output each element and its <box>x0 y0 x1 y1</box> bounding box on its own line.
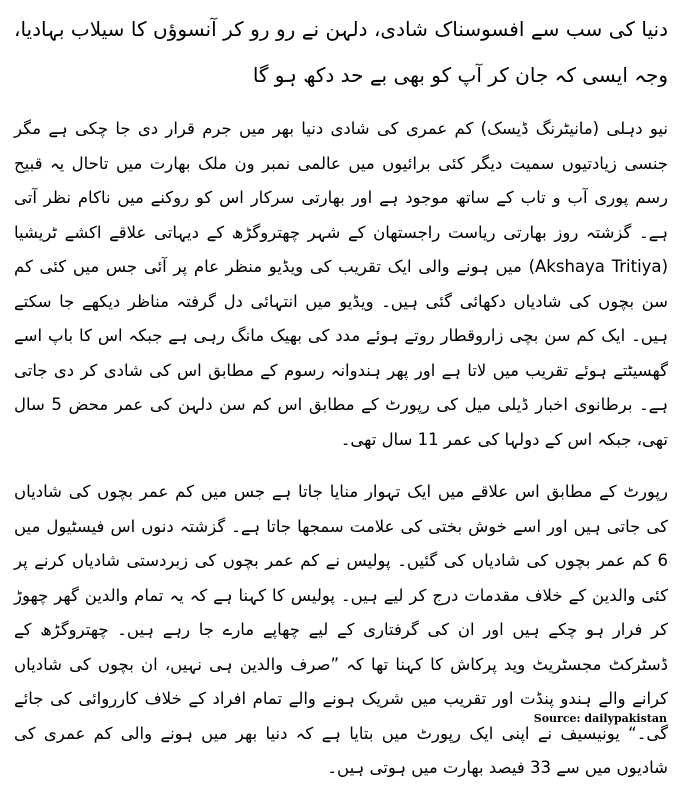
article-paragraph-2: رپورٹ کے مطابق اس علاقے میں ایک تہوار منایا جاتا ہے جس میں کم عمر بچوں کی شادیاں کی جاتی ہیں اور اسے خوش بختی کی علامت سمجھا جاتا ہے۔ گزشتہ دنوں اس فیسٹیول میں 6 کم عمر بچوں کی شادیاں کی گئیں۔ پولیس نے کم عمر بچوں کی زبردستی شادیاں کرنے پر کئی والدین کے خلاف مقدمات درج کر لیے ہیں۔ پولیس کا کہنا ہے کہ یہ تمام والدین گھر چھوڑ کر فرار ہو چکے ہیں اور ان کی گرفتاری کے لیے چھاپے مارے جا رہے ہیں۔ چھتروگڑھ کے ڈسٹرکٹ مجسٹریٹ وید پرکاش کا کہنا تھا کہ ”صرف والدین ہی نہیں، ان بچوں کی شادیاں کرانے والے ہندو پنڈت اور تقریب میں شریک ہونے والے تمام افراد کے خلاف کارروائی کی جائے گی۔“ یونیسیف نے اپنی ایک رپورٹ میں بتایا ہے کہ دنیا بھر میں ہونے والی کم عمری کی شادیوں میں سے 33 فیصد بھارت میں ہوتی ہیں۔ <box>14 482 668 777</box>
article-paragraph-1: نیو دہلی (مانیٹرنگ ڈیسک) کم عمری کی شادی دنیا بھر میں جرم قرار دی جا چکی ہے مگر جنسی زیادتیوں سمیت دیگر کئی برائیوں میں عالمی نمبر ون ملک بھارت میں تاحال یہ قبیح رسم پوری آب و تاب کے ساتھ موجود ہے اور بھارتی سرکار اس کو روکنے میں ناکام نظر آتی ہے۔ گزشتہ روز بھارتی ریاست راجستھان کے شہر چھتروگڑھ کے دیہاتی علاقے اکشے ٹریشیا (Akshaya Tritiya) میں ہونے والی ایک تقریب کی ویڈیو منظر عام پر آئی جس میں کئی کم سن بچوں کی شادیاں دکھائی گئی ہیں۔ ویڈیو میں انتہائی دل گرفتہ مناظر دیکھے جا سکتے ہیں۔ ایک کم سن بچی زاروقطار روتے ہوئے مدد کی بھیک مانگ رہی ہے جبکہ اس کا باپ اسے گھسیٹتے ہوئے تقریب میں لاتا ہے اور پھر ہندوانہ رسوم کے مطابق اس کی شادی کر دی جاتی ہے۔ برطانوی اخبار ڈیلی میل کی رپورٹ کے مطابق اس کم سن دلہن کی عمر محض 5 سال تھی، جبکہ اس کے دولہا کی عمر 11 سال تھی۔ <box>14 119 668 449</box>
source-credit: Source: dailypakistan <box>533 712 667 725</box>
article <box>14 6 668 786</box>
article-headline: دنیا کی سب سے افسوسناک شادی، دلہن نے رو رو کر آنسوؤں کا سیلاب بہادیا، وجہ ایسی کہ جان کر آپ کو بھی بے حد دکھ ہو گا <box>14 17 668 87</box>
